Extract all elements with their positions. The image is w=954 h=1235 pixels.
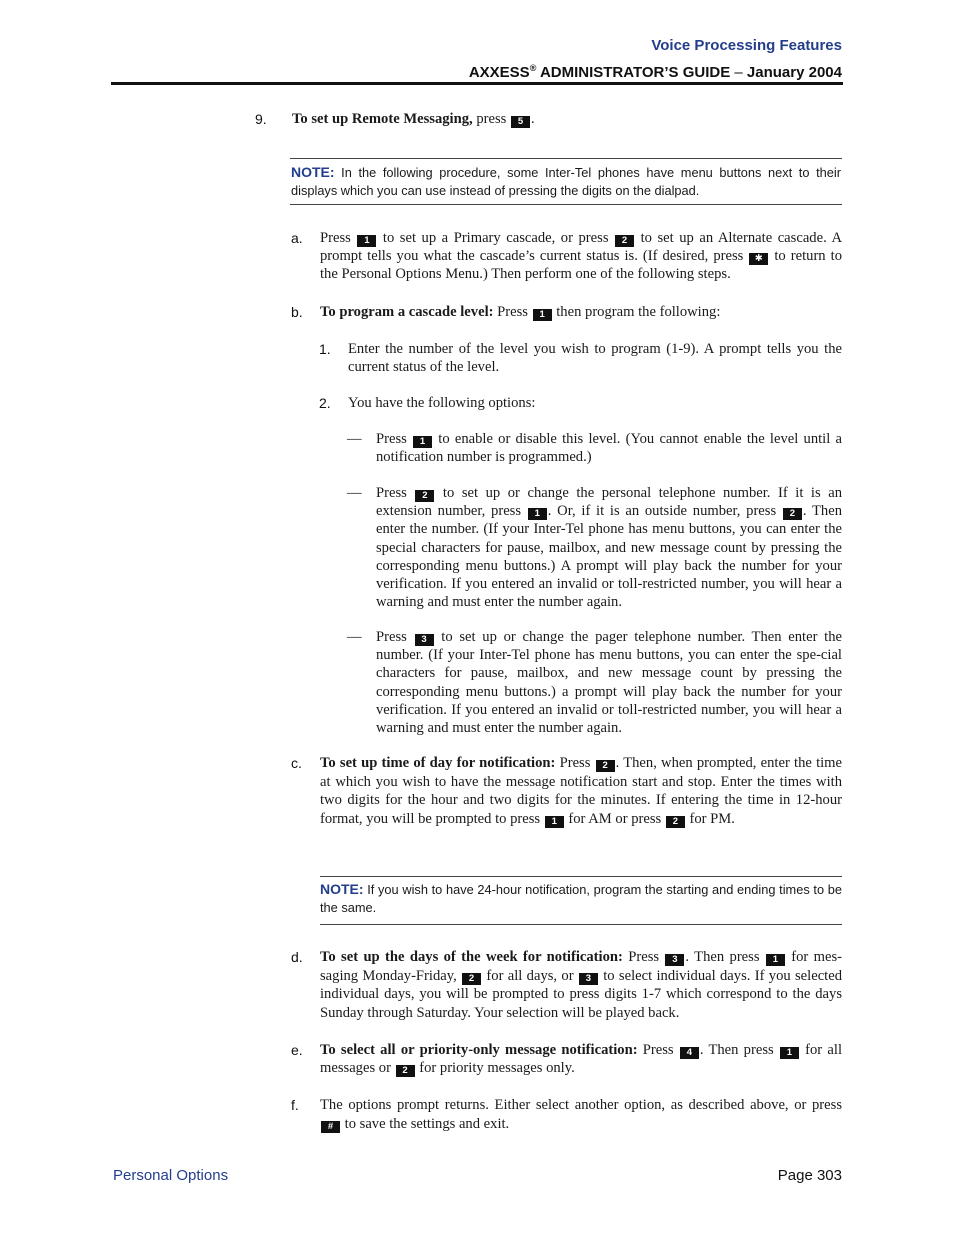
note-text: NOTE: In the following procedure, some Inter-Tel phones have menu buttons next to their displays which you can use instead of pressing the digits on the dialpad. — [291, 164, 841, 198]
dash-bullet: — — [347, 485, 362, 501]
sub-item-label-2: 2. — [319, 395, 331, 411]
key-1-icon: 1 — [766, 954, 785, 966]
item-c-heading: To set up time of day for notification: — [320, 755, 556, 771]
key-1-icon: 1 — [357, 235, 376, 247]
key-2-icon: 2 — [615, 235, 634, 247]
guide-name: ADMINISTRATOR’S GUIDE — [536, 64, 731, 81]
item-label-c: c. — [291, 755, 302, 771]
key-star-icon: ✱ — [749, 253, 768, 265]
guide-brand: AXXESS — [468, 64, 530, 81]
key-3-icon: 3 — [665, 954, 684, 966]
option-enable-level-text: Press 1 to enable or disable this level. (You cannot enable the level until a notification number is programmed.) — [376, 431, 842, 466]
registered-mark: ® — [529, 63, 537, 73]
key-1-icon: 1 — [413, 436, 432, 448]
item-label-b: b. — [291, 304, 303, 320]
key-2-icon: 2 — [462, 973, 481, 985]
item-a-text: Press 1 to set up a Primary cascade, or press 2 to set up an Alternate cascade. A prompt tells you what the cascade’s current status is. (If desired, press ✱ to return to the Personal Options Menu.) Then perform one of the following steps. — [320, 230, 842, 283]
option-personal-number-text: Press 2 to set up or change the personal telephone number. If it is an extension number, press 1 . Or, if it is an outside number, press 2 . Then enter the number. (If your Inter-Tel phone has menu buttons, you can enter the special characters for pause, mailbox, and new message count by pressing the corresponding menu buttons.) A prompt will play back the number for your verification. If you entered an invalid or toll-restricted number, you will hear a warning and must enter the number again. — [376, 485, 842, 611]
key-4-icon: 4 — [680, 1047, 699, 1059]
note-text: NOTE: If you wish to have 24-hour notification, program the starting and ending times to be the same. — [320, 881, 842, 915]
guide-separator: – — [730, 64, 747, 81]
option-pager-number-text: Press 3 to set up or change the pager telephone number. Then enter the number. (If your Inter-Tel phone has menu buttons, you can enter the spe-cial characters for pause, mailbox, and new message count by pressing the corresponding menu buttons.) a prompt will play back the number for your verification. If you entered an invalid or toll-restricted number, you will hear a warning and must enter the number again. — [376, 629, 842, 737]
key-2-icon: 2 — [415, 490, 434, 502]
item-d-text: To set up the days of the week for notification: Press 3 . Then press 1 for mes-saging Monday-Friday, 2 for all days, or 3 to select individual days. If you selected individual days, you will be prompted to press digits 1-7 which correspond to the days Sunday through Saturday. Your selection will be played back. — [320, 949, 843, 1022]
page-number: Page 303 — [777, 1167, 842, 1184]
step-number: 9. — [255, 111, 267, 127]
dash-bullet: — — [347, 629, 362, 645]
dash-bullet: — — [347, 431, 362, 447]
key-1-icon: 1 — [545, 816, 564, 828]
item-c-text: To set up time of day for notification: Press 2 . Then, when prompted, enter the time at which you wish to have the message notification start and stop. Enter the times with two digits for the hour and two digits for the minutes. If entering the time in 12-hour format, you will be prompted to press 1 for AM or press 2 for PM. — [320, 755, 843, 828]
note-box — [320, 876, 842, 925]
guide-date: January 2004 — [746, 64, 842, 81]
key-1-icon: 1 — [780, 1047, 799, 1059]
item-b-text: To program a cascade level: Press 1 then program the following: — [320, 304, 721, 320]
item-label-d: d. — [291, 949, 303, 965]
key-1-icon: 1 — [533, 309, 552, 321]
step-9-text: To set up Remote Messaging, press 5 . — [292, 111, 535, 127]
item-label-e: e. — [291, 1042, 303, 1058]
key-3-icon: 3 — [579, 973, 598, 985]
step-9-heading: To set up Remote Messaging, — [292, 111, 473, 127]
note-box — [290, 158, 842, 205]
sub-item-label-1: 1. — [319, 341, 331, 357]
key-pound-icon: # — [321, 1121, 340, 1133]
item-label-f: f. — [291, 1097, 299, 1113]
key-2-icon: 2 — [396, 1065, 415, 1077]
key-3-icon: 3 — [415, 634, 434, 646]
item-e-heading: To select all or priority-only message notification: — [320, 1042, 638, 1058]
item-d-heading: To set up the days of the week for notification: — [320, 949, 623, 965]
key-2-icon: 2 — [783, 508, 802, 520]
item-label-a: a. — [291, 230, 303, 246]
note-label: NOTE: — [291, 164, 335, 180]
header-section-title: Voice Processing Features — [651, 37, 842, 54]
item-e-text: To select all or priority-only message notification: Press 4 . Then press 1 for all messages or 2 for priority messages only. — [320, 1042, 842, 1077]
sub-item-1-text: Enter the number of the level you wish to program (1-9). A prompt tells you the current status of the level. — [348, 341, 842, 376]
item-b-heading: To program a cascade level: — [320, 304, 494, 320]
key-1-icon: 1 — [528, 508, 547, 520]
header-guide-title — [469, 59, 842, 82]
key-5-icon: 5 — [511, 116, 530, 128]
key-2-icon: 2 — [666, 816, 685, 828]
sub-item-2-text: You have the following options: — [348, 395, 536, 411]
footer-section: Personal Options — [113, 1167, 229, 1184]
key-2-icon: 2 — [596, 760, 615, 772]
header-rule — [111, 82, 843, 85]
item-f-text: The options prompt returns. Either select another option, as described above, or press # to save the settings and exit. — [320, 1097, 842, 1132]
note-label: NOTE: — [320, 881, 364, 897]
